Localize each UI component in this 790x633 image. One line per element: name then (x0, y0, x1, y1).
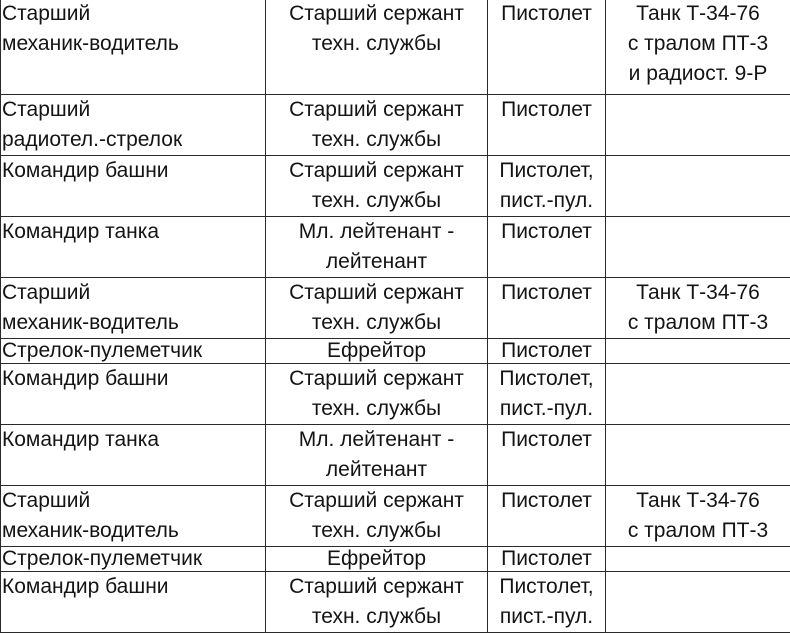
rank-text: Старший сержант техн. службы (268, 156, 485, 216)
position-cell (1, 486, 266, 547)
armament-text: Пистолет (490, 339, 603, 362)
rank-text: Старший сержант техн. службы (268, 486, 485, 546)
armament-text: Пистолет (490, 425, 603, 455)
equipment-cell (606, 547, 790, 572)
position-text: Стрелок-пулеметчик (2, 547, 263, 570)
position-text: Стрелок-пулеметчик (2, 339, 263, 362)
armament-cell (488, 486, 606, 547)
equipment-cell (606, 156, 790, 217)
armament-text: Пистолет (490, 547, 603, 570)
position-text: Старший механик-водитель (2, 0, 263, 59)
position-cell (1, 364, 266, 425)
table-row (1, 572, 790, 633)
armament-cell (488, 95, 606, 156)
rank-text: Мл. лейтенант - лейтенант (268, 217, 485, 277)
armament-text: Пистолет (490, 278, 603, 308)
armament-text: Пистолет, пист.-пул. (490, 156, 603, 216)
table-row (1, 0, 790, 95)
position-cell (1, 572, 266, 633)
rank-text: Ефрейтор (268, 339, 485, 362)
position-cell (1, 156, 266, 217)
rank-text: Старший сержант техн. службы (268, 572, 485, 632)
equipment-cell (606, 364, 790, 425)
position-text: Старший механик-водитель (2, 486, 263, 546)
rank-text: Мл. лейтенант - лейтенант (268, 425, 485, 485)
armament-cell (488, 572, 606, 633)
equipment-text: Танк Т-34-76 с тралом ПТ-3 (608, 278, 788, 338)
position-text: Командир башни (2, 572, 263, 602)
armament-cell (488, 364, 606, 425)
rank-cell (266, 547, 488, 572)
rank-cell (266, 572, 488, 633)
position-cell (1, 547, 266, 572)
equipment-cell (606, 95, 790, 156)
armament-text: Пистолет (490, 217, 603, 247)
rank-cell (266, 364, 488, 425)
armament-text: Пистолет (490, 95, 603, 125)
position-text: Командир башни (2, 364, 263, 394)
equipment-cell (606, 217, 790, 278)
rank-cell (266, 339, 488, 364)
position-cell (1, 217, 266, 278)
rank-cell (266, 425, 488, 486)
table-row (1, 486, 790, 547)
equipment-cell (606, 278, 790, 339)
equipment-text: Танк Т-34-76 с тралом ПТ-3 и радиост. 9-Р (608, 0, 788, 89)
table-row (1, 547, 790, 572)
armament-cell (488, 278, 606, 339)
rank-text: Старший сержант техн. службы (268, 95, 485, 155)
position-cell (1, 278, 266, 339)
armament-cell (488, 425, 606, 486)
position-text: Командир танка (2, 425, 263, 455)
armament-text: Пистолет (490, 0, 603, 29)
rank-cell (266, 486, 488, 547)
armament-cell (488, 547, 606, 572)
rank-cell (266, 278, 488, 339)
rank-text: Старший сержант техн. службы (268, 364, 485, 424)
position-cell (1, 95, 266, 156)
rank-cell (266, 95, 488, 156)
rank-cell (266, 156, 488, 217)
position-cell (1, 425, 266, 486)
table-row (1, 364, 790, 425)
equipment-cell (606, 486, 790, 547)
equipment-cell (606, 425, 790, 486)
armament-text: Пистолет, пист.-пул. (490, 572, 603, 632)
position-cell (1, 339, 266, 364)
rank-cell (266, 217, 488, 278)
position-cell (1, 0, 266, 95)
equipment-text: Танк Т-34-76 с тралом ПТ-3 (608, 486, 788, 546)
armament-cell (488, 217, 606, 278)
crew-roster-body (1, 0, 790, 633)
table-row (1, 156, 790, 217)
table-row (1, 425, 790, 486)
equipment-cell (606, 339, 790, 364)
table-row (1, 339, 790, 364)
armament-text: Пистолет (490, 486, 603, 516)
table-row (1, 278, 790, 339)
rank-text: Старший сержант техн. службы (268, 278, 485, 338)
equipment-cell (606, 572, 790, 633)
table-row (1, 217, 790, 278)
position-text: Командир башни (2, 156, 263, 186)
rank-cell (266, 0, 488, 95)
rank-text: Старший сержант техн. службы (268, 0, 485, 59)
armament-text: Пистолет, пист.-пул. (490, 364, 603, 424)
armament-cell (488, 339, 606, 364)
armament-cell (488, 156, 606, 217)
position-text: Командир танка (2, 217, 263, 247)
table-row (1, 95, 790, 156)
position-text: Старший радиотел.-стрелок (2, 95, 263, 155)
equipment-cell (606, 0, 790, 95)
rank-text: Ефрейтор (268, 547, 485, 570)
armament-cell (488, 0, 606, 95)
position-text: Старший механик-водитель (2, 278, 263, 338)
